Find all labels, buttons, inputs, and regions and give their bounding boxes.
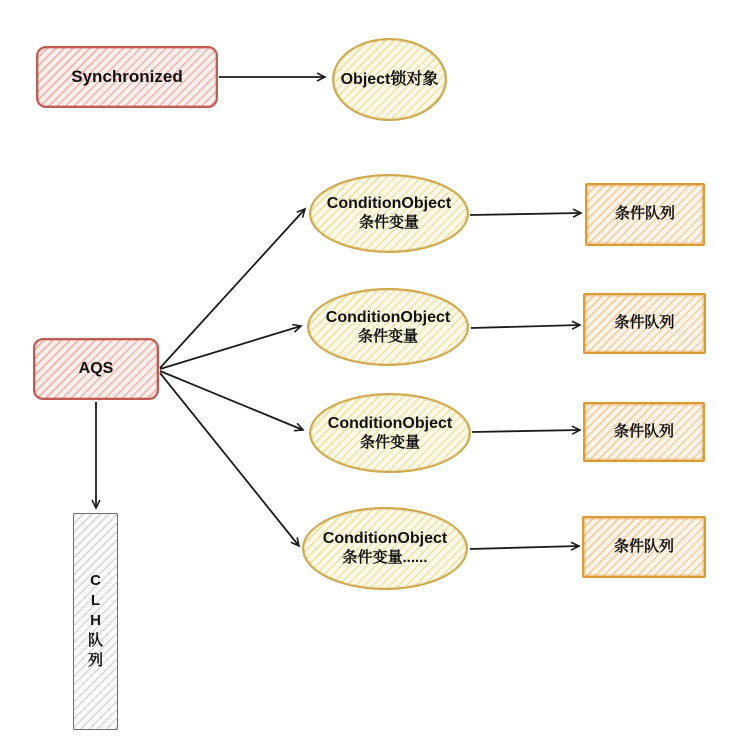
node-object-lock xyxy=(332,38,447,121)
condition-2-line2: 条件变量 xyxy=(357,327,418,345)
arrow-condition-1-to-queue-1 xyxy=(470,213,581,215)
clh-char: 列 xyxy=(87,651,103,669)
node-condition-queue-3 xyxy=(583,402,705,462)
node-synchronized xyxy=(36,46,218,108)
queue-2-label: 条件队列 xyxy=(614,314,675,332)
node-condition-queue-4 xyxy=(582,516,706,578)
node-condition-object-1 xyxy=(309,174,469,253)
arrow-aqs-to-condition-1 xyxy=(160,209,305,368)
arrow-aqs-to-condition-2 xyxy=(160,326,301,369)
condition-1-line1: ConditionObject xyxy=(326,195,452,213)
condition-3-line1: ConditionObject xyxy=(327,414,453,432)
clh-char: C xyxy=(90,571,101,589)
clh-char: 队 xyxy=(87,631,103,649)
node-object-lock-label: Object锁对象 xyxy=(340,70,439,88)
condition-4-line2: 条件变量...... xyxy=(342,549,428,567)
node-aqs-label: AQS xyxy=(78,360,114,377)
node-condition-queue-2 xyxy=(583,293,706,354)
arrow-condition-2-to-queue-2 xyxy=(471,325,580,328)
node-synchronized-label: Synchronized xyxy=(71,67,183,87)
condition-1-line2: 条件变量 xyxy=(358,214,419,232)
queue-1-label: 条件队列 xyxy=(614,205,675,223)
condition-4-line1: ConditionObject xyxy=(322,530,448,548)
node-condition-object-4 xyxy=(302,507,468,590)
node-condition-queue-1 xyxy=(585,183,705,246)
node-condition-object-3 xyxy=(309,393,471,473)
clh-char: L xyxy=(90,591,101,609)
queue-4-label: 条件队列 xyxy=(613,537,674,555)
arrow-condition-4-to-queue-4 xyxy=(470,546,579,549)
condition-3-line2: 条件变量 xyxy=(359,433,420,451)
node-clh-queue xyxy=(73,513,118,730)
node-condition-object-2 xyxy=(307,288,469,366)
clh-char: H xyxy=(90,611,101,629)
queue-3-label: 条件队列 xyxy=(613,422,674,440)
node-aqs xyxy=(33,338,159,400)
condition-2-line1: ConditionObject xyxy=(325,308,451,326)
arrow-condition-3-to-queue-3 xyxy=(472,430,580,432)
